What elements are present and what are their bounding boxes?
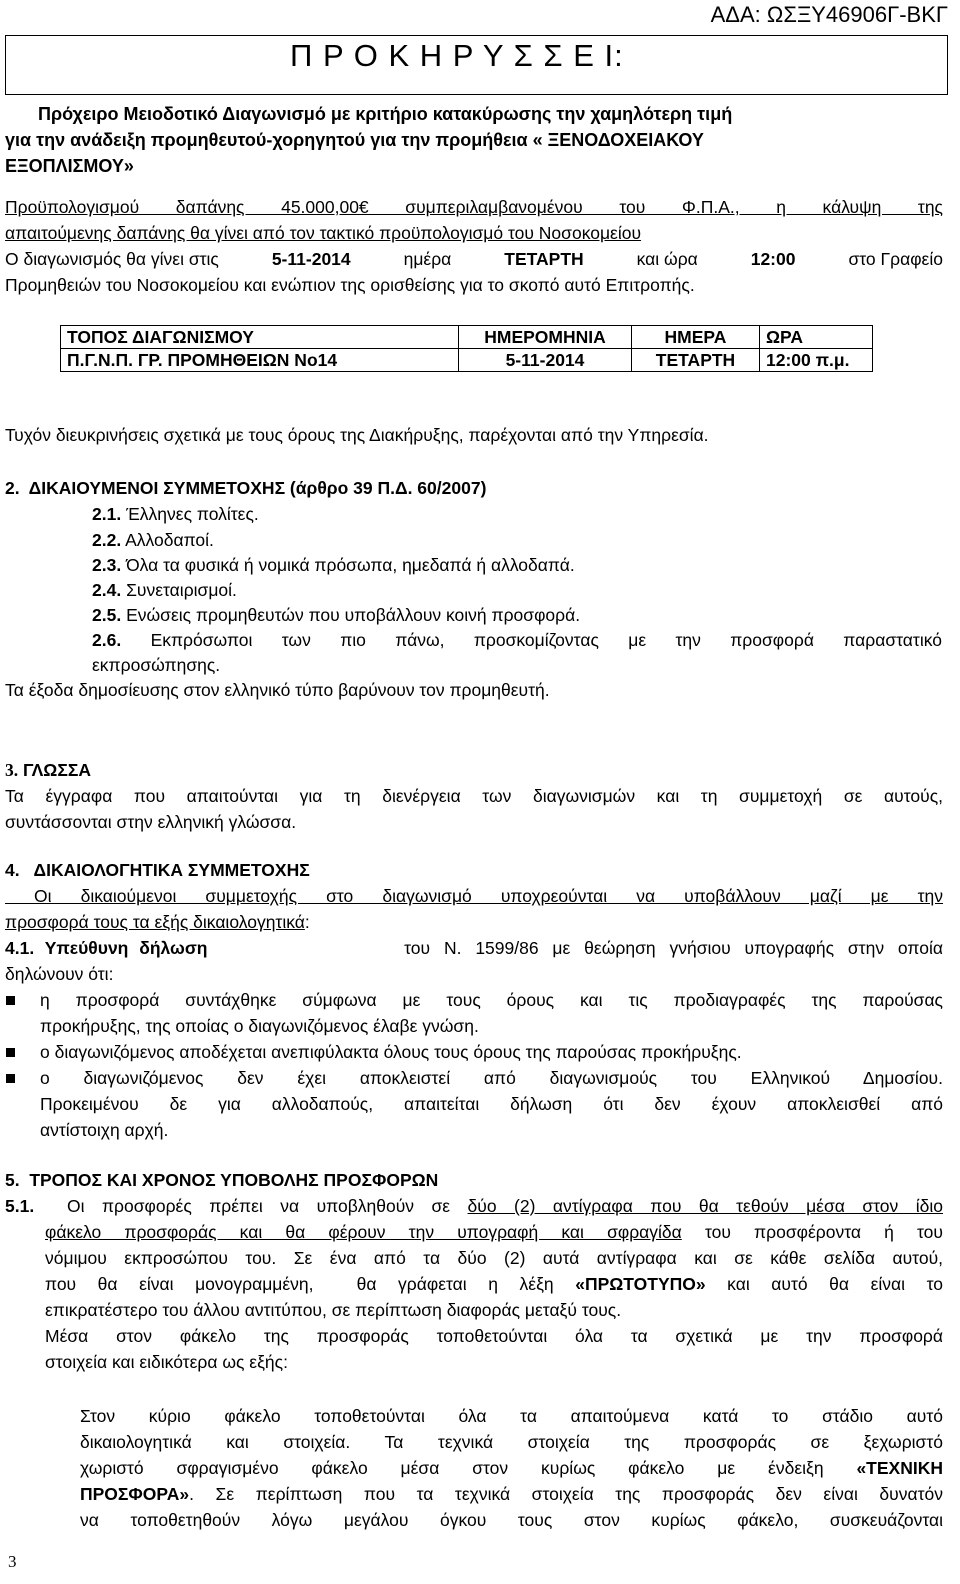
contest-table [60,325,873,372]
bullet-icon [6,996,15,1005]
bullet-3-line-2: Προκειμένου δε για αλλοδαπούς, απαιτείται δήλωση ότι δεν έχουν αποκλεισθεί από [40,1094,943,1114]
ada-code: ΑΔΑ: ΩΣΞΥ46906Γ-ΒΚΓ [710,2,948,27]
offers-line-2: φάκελο προσφοράς και θα φέρουν την υπογραφή και σφραγίδα του προσφέροντα ή του [45,1222,943,1242]
language-line-1: Τα έγγραφα που απαιτούνται για τη διενέργεια των διαγωνισμών και τη συμμετοχή σε αυτούς, [5,786,943,806]
offers-line-4: που θα είναι μονογραμμένη, θα γράφεται η λέξη «ΠΡΩΤΟΤΥΠΟ» και αυτό θα είναι το [45,1274,943,1294]
contest-text-c: και ώρα [636,249,698,269]
offers-line-5: επικρατέστερο του άλλου αντιτύπου, σε περίπτωση διαφοράς μεταξύ τους. [45,1300,622,1320]
contest-line-2: Προμηθειών του Νοσοκομείου και ενώπιον της ορισθείσης για το σκοπό αυτό Επιτροπής. [5,275,695,295]
section-3-heading: 3. ΓΛΩΣΣΑ [5,760,91,780]
list-item: 2.1. Έλληνες πολίτες. [92,504,259,524]
list-item: 2.3. Όλα τα φυσικά ή νομικά πρόσωπα, ημεδαπά ή αλλοδαπά. [92,555,575,575]
envelope-line-1: Στον κύριο φάκελο τοποθετούνται όλα τα απαιτούμενα κατά το στάδιο αυτό [80,1406,943,1426]
section-4-heading: 4. ΔΙΚΑΙΟΛΟΓΗΤΙΚΑ ΣΥΜΜΕΤΟΧΗΣ [5,860,310,880]
offers-line-3: νόμιμου εκπροσώπου του. Σε ένα από τα δύο (2) αυτά αντίγραφα και σε κάθε σελίδα αυτού, [45,1248,943,1268]
table-cell: 5-11-2014 [459,349,632,372]
page-number: 3 [8,1552,17,1571]
table-header-cell: ΤΟΠΟΣ ΔΙΑΓΩΝΙΣΜΟΥ [61,326,459,349]
table-cell: 12:00 π.μ. [760,349,873,372]
intro-line-3: ΕΞΟΠΛΙΣΜΟΥ» [5,156,134,176]
bullet-icon [6,1048,15,1057]
envelope-line-5: να τοποθετηθούν λόγω μεγάλου όγκου τους στον κυρίως φάκελο, συσκευάζονται [80,1510,943,1530]
clarifications: Τυχόν διευκρινήσεις σχετικά με τους όρους της Διακήρυξης, παρέχονται από την Υπηρεσία. [5,425,709,445]
declaration-title: 4.1. Υπεύθυνη δήλωση [5,938,208,958]
bullet-3-line-3: αντίστοιχη αρχή. [40,1120,169,1140]
publication-costs: Τα έξοδα δημοσίευσης στον ελληνικό τύπο βαρύνουν τον προμηθευτή. [5,680,550,700]
declaration-rest: του Ν. 1599/86 με θεώρηση γνήσιου υπογραφής στην οποία [404,938,943,958]
bullet-3-line-1: ο διαγωνιζόμενος δεν έχει αποκλειστεί από διαγωνισμούς του Ελληνικού Δημοσίου. [40,1068,943,1088]
list-item: 2.6. Εκπρόσωποι των πιο πάνω, προσκομίζοντας με την προσφορά παραστατικό [92,630,942,650]
offers-line-7: στοιχεία και ειδικότερα ως εξής: [45,1352,288,1372]
contest-text-a: Ο διαγωνισμός θα γίνει στις [5,249,219,269]
table-row [61,349,873,372]
declaration-line-2: δηλώνουν ότι: [5,964,114,984]
docs-line-1: Οι δικαιούμενοι συμμετοχής στο διαγωνισμό υποχρεούνται να υποβάλλουν μαζί με την [5,886,943,906]
intro-line-1: Πρόχειρο Μειοδοτικό Διαγωνισμό με κριτήριο κατακύρωσης την χαμηλότερη τιμή [38,104,733,124]
envelope-line-2: δικαιολογητικά και στοιχεία. Τα τεχνικά στοιχεία της προσφοράς σε ξεχωριστό [80,1432,943,1452]
contest-text-d: στο Γραφείο [848,249,943,269]
contest-time: 12:00 [750,249,796,269]
list-item: 2.5. Ενώσεις προμηθευτών που υποβάλλουν κοινή προσφορά. [92,605,581,625]
table-cell: Π.Γ.Ν.Π. ΓΡ. ΠΡΟΜΗΘΕΙΩΝ Νο14 [61,349,459,372]
contest-text-b: ημέρα [403,249,452,269]
bullet-1-line-1: η προσφορά συντάχθηκε σύμφωνα με τους όρους και τις προδιαγραφές της παρούσας [40,990,943,1010]
page-title: Π Ρ Ο Κ Η Ρ Υ Σ Σ Ε Ι: [290,38,624,73]
table-header-cell: ΩΡΑ [760,326,873,349]
bullet-icon [6,1074,15,1083]
offers-line-1: Οι προσφορές πρέπει να υποβληθούν σε δύο (2) αντίγραφα που θα τεθούν μέσα στον ίδιο [67,1196,943,1216]
declaration-line-1 [5,938,943,959]
contest-date: 5-11-2014 [271,249,351,269]
offers-line-6: Μέσα στον φάκελο της προσφοράς τοποθετούνται όλα τα σχετικά με την προσφορά [45,1326,943,1346]
table-header-row [61,326,873,349]
bullet-2-line-1: ο διαγωνιζόμενος αποδέχεται ανεπιφύλακτα όλους τους όρους της παρούσας προκήρυξης. [40,1042,742,1062]
section-2-heading: 2. ΔΙΚΑΙΟΥΜΕΝΟΙ ΣΥΜΜΕΤΟΧΗΣ (άρθρο 39 Π.Δ. 60/2007) [5,478,487,498]
language-line-2: συντάσσονται στην ελληνική γλώσσα. [5,812,297,832]
budget-line-1: Προϋπολογισμού δαπάνης 45.000,00€ συμπεριλαμβανομένου του Φ.Π.Α., η κάλυψη της [5,197,943,217]
section-5-1-number: 5.1. [5,1196,35,1216]
intro-line-2: για την ανάδειξη προμηθευτού-χορηγητού για την προμήθεια « ΞΕΝΟΔΟΧΕΙΑΚΟΥ [5,130,704,150]
list-item: 2.4. Συνεταιρισμοί. [92,580,237,600]
envelope-line-3: χωριστό σφραγισμένο φάκελο μέσα στον κυρίως φάκελο με ένδειξη «ΤΕΧΝΙΚΗ [80,1458,943,1478]
budget-line-2: απαιτούμενης δαπάνης θα γίνει από τον τακτικό προϋπολογισμό του Νοσοκομείου [5,223,642,243]
list-item-continuation: εκπροσώπησης. [92,655,221,675]
bullet-1-line-2: προκήρυξης, της οποίας ο διαγωνιζόμενος έλαβε γνώση. [40,1016,479,1036]
list-item: 2.2. Αλλοδαποί. [92,530,214,550]
section-5-heading: 5. ΤΡΟΠΟΣ ΚΑΙ ΧΡΟΝΟΣ ΥΠΟΒΟΛΗΣ ΠΡΟΣΦΟΡΩΝ [5,1170,439,1190]
table-header-cell: ΗΜΕΡΟΜΗΝΙΑ [459,326,632,349]
contest-line-1 [5,249,943,270]
table-header-cell: ΗΜΕΡΑ [632,326,760,349]
table-cell: ΤΕΤΑΡΤΗ [632,349,760,372]
contest-day: ΤΕΤΑΡΤΗ [504,249,584,269]
envelope-line-4: ΠΡΟΣΦΟΡΑ». Σε περίπτωση που τα τεχνικά στοιχεία της προσφοράς δεν είναι δυνατόν [80,1484,943,1504]
docs-line-2: προσφορά τους τα εξής δικαιολογητικά: [5,912,310,932]
